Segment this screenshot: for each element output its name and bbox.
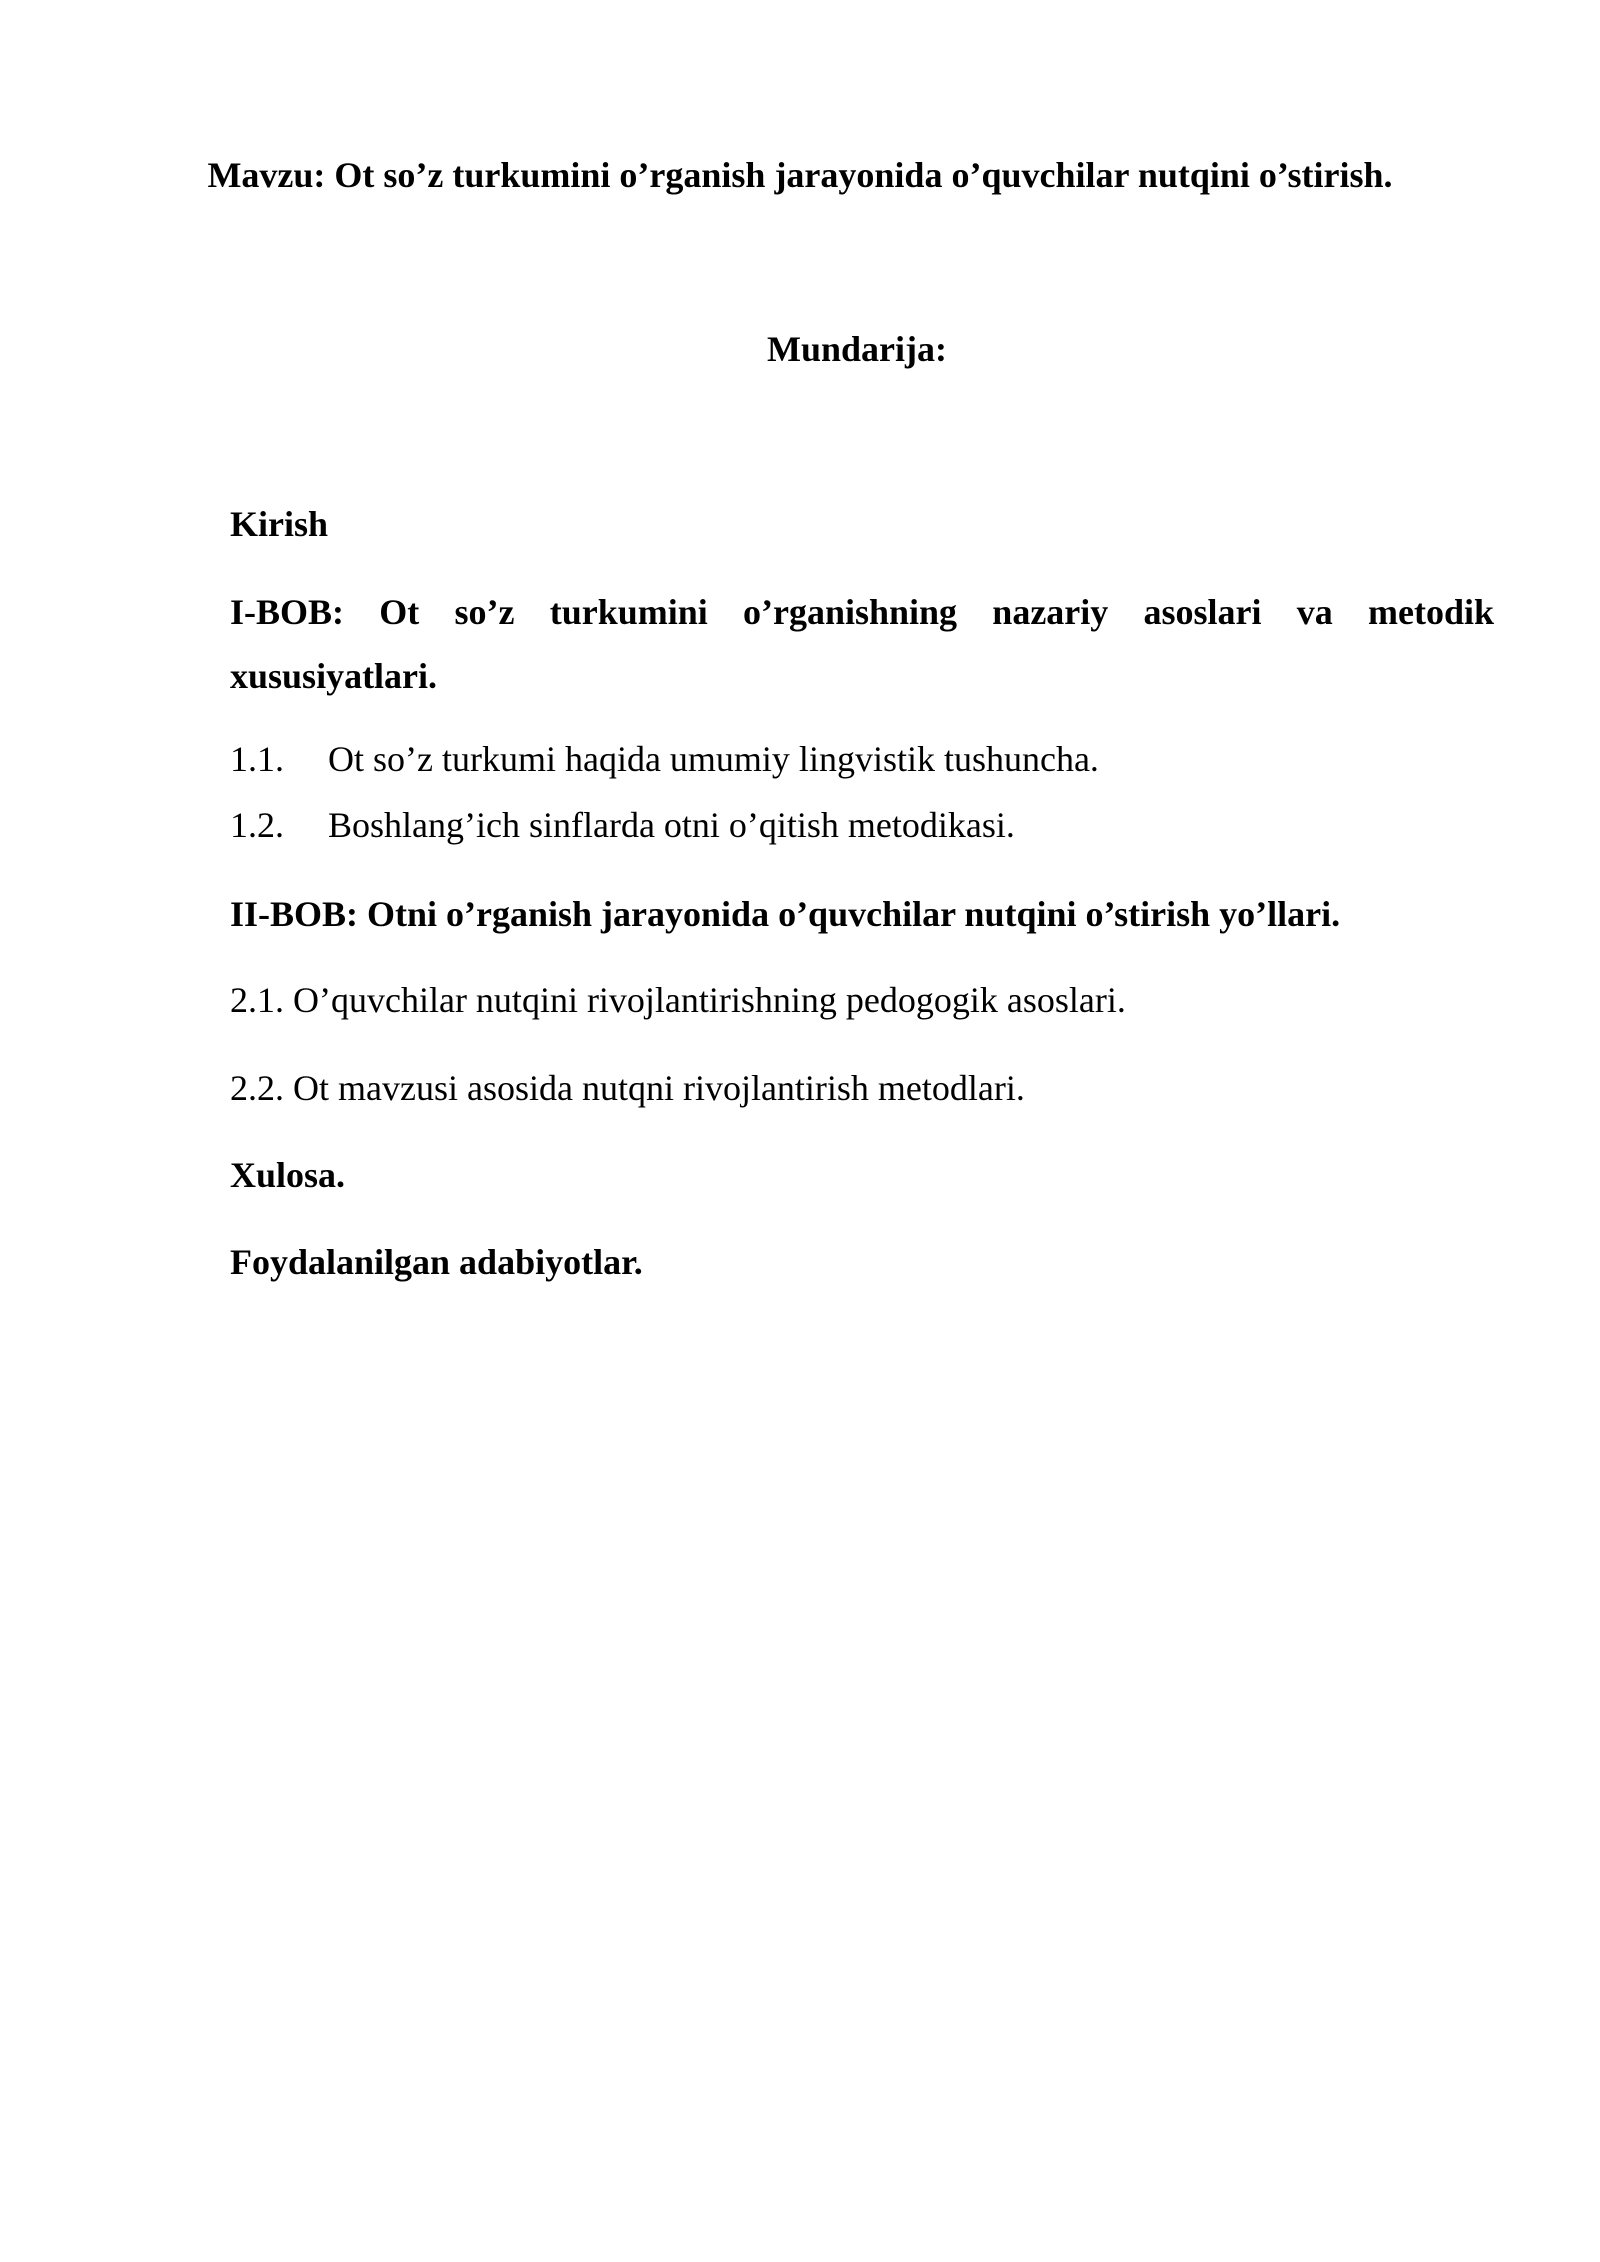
toc-item-section-2-2: 2.2. Ot mavzusi asosida nutqni rivojlantirish metodlari.: [230, 1068, 1025, 1108]
chapter-1-title-line-2: xususiyatlari.: [230, 656, 438, 696]
toc-item-chapter-1: [230, 580, 1494, 708]
section-1-1-text: Ot so’z turkumi haqida umumiy lingvistik tushuncha.: [328, 739, 1099, 779]
toc-heading: Mundarija:: [767, 329, 947, 369]
chapter-1-title-line-1: I-BOB: Ot so’z turkumini o’rganishning nazariy asoslari va metodik: [230, 592, 1494, 632]
section-1-2-text: Boshlang’ich sinflarda otni o’qitish metodikasi.: [328, 805, 1015, 845]
document-title: Mavzu: Ot so’z turkumini o’rganish jarayonida o’quvchilar nutqini o’stirish.: [207, 155, 1393, 195]
toc-item-conclusion: Xulosa.: [230, 1155, 346, 1195]
section-1-1-number: 1.1.: [230, 739, 284, 779]
toc-item-section-2-1: 2.1. O’quvchilar nutqini rivojlantirishning pedogogik asoslari.: [230, 980, 1126, 1020]
toc-item-references: Foydalanilgan adabiyotlar.: [230, 1242, 643, 1282]
toc-item-section-1-2: [230, 803, 1015, 847]
section-1-2-number: 1.2.: [230, 805, 284, 845]
toc-item-section-1-1: [230, 737, 1099, 781]
toc-item-intro: Kirish: [230, 504, 329, 544]
toc-item-chapter-2: II-BOB: Otni o’rganish jarayonida o’quvchilar nutqini o’stirish yo’llari.: [230, 894, 1341, 934]
